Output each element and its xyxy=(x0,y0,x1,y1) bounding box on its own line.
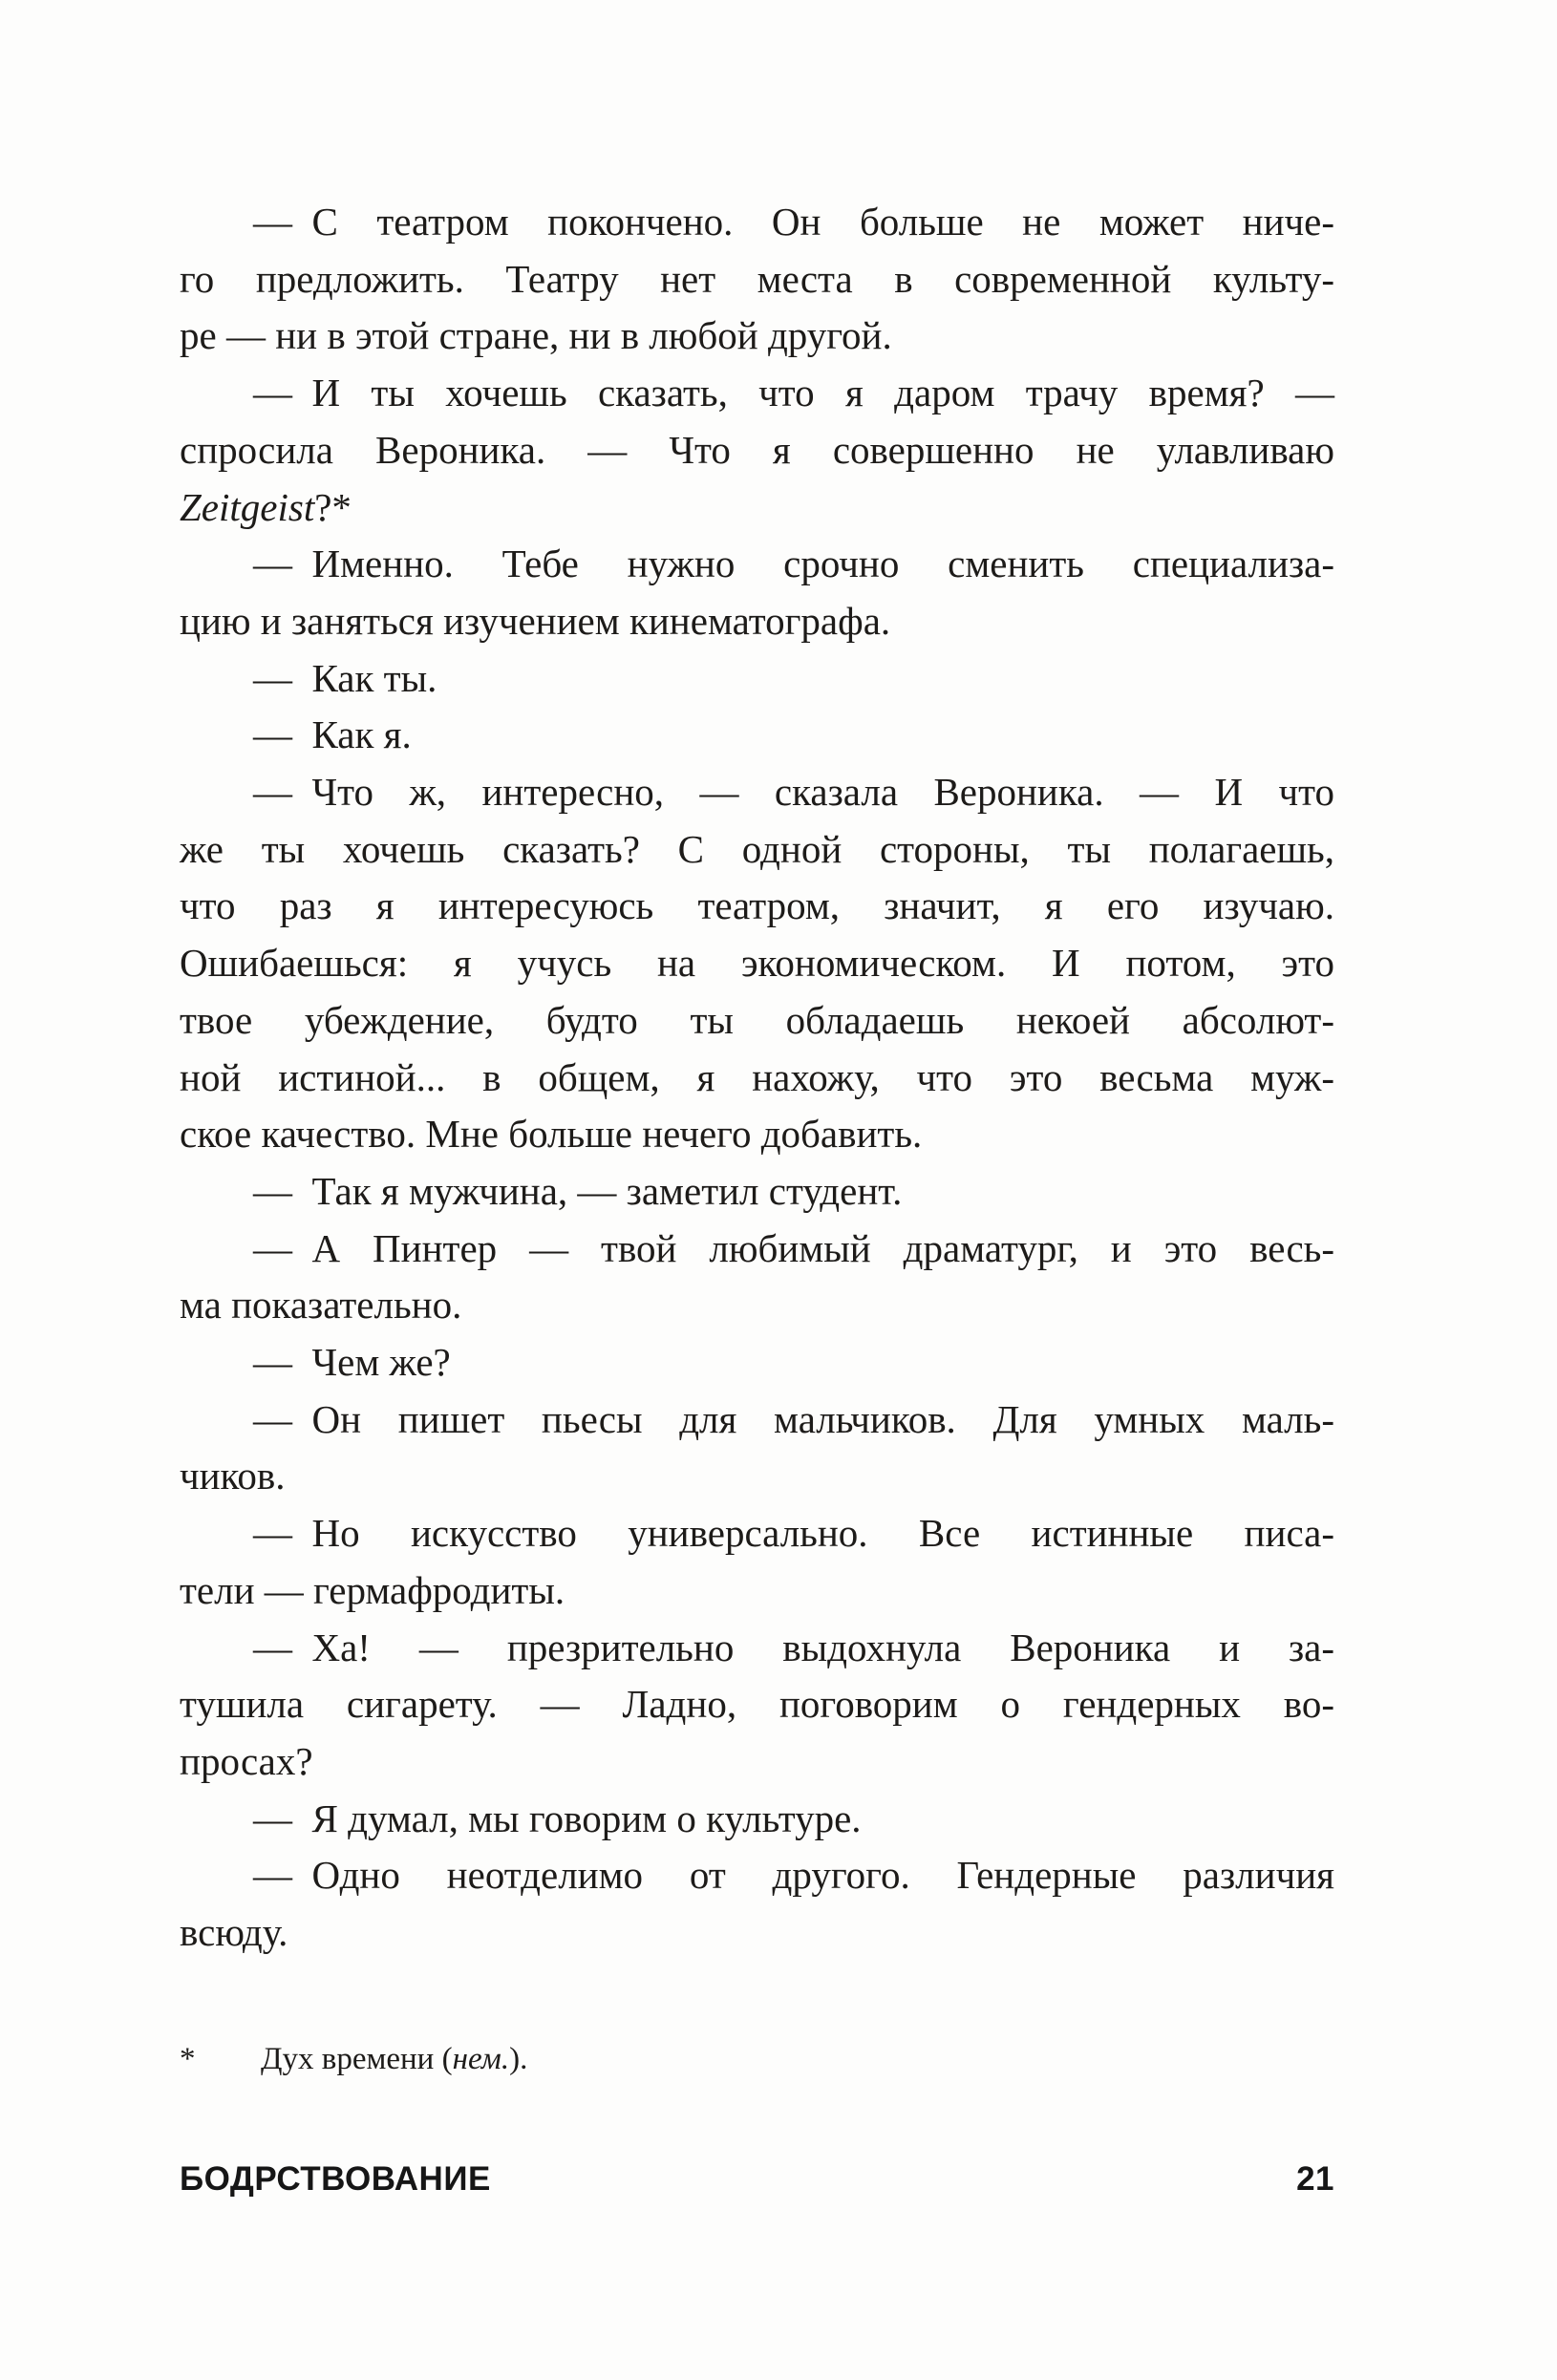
text-line xyxy=(180,479,1334,537)
text-segment: — А Пинтер — твой любимый драматург, и это весь- xyxy=(253,1225,1334,1270)
footnote-text xyxy=(261,2042,527,2076)
paragraph xyxy=(180,1334,1334,1392)
italic-text: Zeitgeist xyxy=(180,484,315,529)
text-line xyxy=(180,878,1334,935)
paragraph xyxy=(180,194,1334,365)
text-segment: что раз я интересуюсь театром, значит, я его изучаю. xyxy=(180,883,1334,928)
text-segment: го предложить. Театру нет места в современной культу- xyxy=(180,256,1334,301)
text-segment: тушила сигарету. — Ладно, поговорим о гендерных во- xyxy=(180,1682,1334,1727)
text-line xyxy=(180,422,1334,479)
text-segment: спросила Вероника. — Что я совершенно не улавливаю xyxy=(180,427,1334,472)
text-line xyxy=(180,1904,1334,1962)
text-segment: ское качество. Мне больше нечего добавить. xyxy=(180,1112,923,1157)
text-segment: — Как я. xyxy=(253,712,412,757)
paragraph xyxy=(180,1791,1334,1848)
paragraph xyxy=(180,650,1334,708)
text-line xyxy=(180,1277,1334,1334)
text-line xyxy=(180,764,1334,821)
text-segment: же ты хочешь сказать? С одной стороны, ты полагаешь, xyxy=(180,826,1334,871)
text-line xyxy=(180,1791,1334,1848)
text-line xyxy=(180,707,1334,764)
text-segment: ре — ни в этой стране, ни в любой другой. xyxy=(180,313,892,358)
paragraph xyxy=(180,1163,1334,1221)
text-segment: тели — гермафродиты. xyxy=(180,1567,565,1612)
text-segment: твое убеждение, будто ты обладаешь некоей абсолют- xyxy=(180,997,1334,1042)
text-line xyxy=(180,593,1334,650)
text-line xyxy=(180,536,1334,593)
running-title: БОДРСТВОВАНИЕ xyxy=(180,2160,491,2198)
text-line xyxy=(180,308,1334,365)
text-line xyxy=(180,650,1334,708)
text-line xyxy=(180,1620,1334,1677)
text-line xyxy=(180,1392,1334,1449)
paragraph xyxy=(180,1620,1334,1791)
paragraph xyxy=(180,707,1334,764)
text-segment: — Одно неотделимо от другого. Гендерные различия xyxy=(253,1853,1334,1898)
page-number: 21 xyxy=(1296,2160,1334,2198)
text-line xyxy=(180,1050,1334,1107)
paragraph xyxy=(180,1221,1334,1334)
text-segment: Ошибаешься: я учусь на экономическом. И потом, это xyxy=(180,941,1334,986)
footnote-marker: * xyxy=(180,2042,196,2076)
paragraph xyxy=(180,1392,1334,1505)
text-segment: ной истиной... в общем, я нахожу, что это весьма муж- xyxy=(180,1054,1334,1099)
text-segment: ма показательно. xyxy=(180,1283,462,1328)
text-line xyxy=(180,1334,1334,1392)
text-segment: — И ты хочешь сказать, что я даром трачу время? — xyxy=(253,371,1334,415)
text-segment: всюду. xyxy=(180,1910,288,1955)
text-line xyxy=(180,821,1334,879)
paragraph xyxy=(180,1505,1334,1619)
text-segment: — Как ты. xyxy=(253,655,437,700)
text-segment: — Но искусство универсально. Все истинные писа- xyxy=(253,1511,1334,1556)
text-segment: — Что ж, интересно, — сказала Вероника. — И что xyxy=(253,770,1334,815)
paragraph xyxy=(180,365,1334,536)
text-line xyxy=(180,1847,1334,1904)
text-line xyxy=(180,935,1334,992)
text-segment: — Я думал, мы говорим о культуре. xyxy=(253,1796,862,1840)
text-segment: — Так я мужчина, — заметил студент. xyxy=(253,1168,903,1213)
text-segment: — Ха! — презрительно выдохнула Вероника и за- xyxy=(253,1625,1334,1669)
text-line xyxy=(180,365,1334,422)
text-line xyxy=(180,251,1334,308)
paragraph xyxy=(180,1847,1334,1961)
text-segment: — Чем же? xyxy=(253,1340,451,1385)
text-line xyxy=(180,1448,1334,1505)
text-line xyxy=(180,194,1334,251)
text-line xyxy=(180,1676,1334,1733)
text-line xyxy=(180,1733,1334,1791)
text-segment: — С театром покончено. Он больше не может ниче- xyxy=(253,200,1334,244)
text-segment: — Именно. Тебе нужно срочно сменить специализа- xyxy=(253,542,1334,586)
text-segment: ?* xyxy=(314,484,352,529)
text-line xyxy=(180,1106,1334,1163)
text-segment: Дух времени ( xyxy=(261,2042,453,2076)
text-line xyxy=(180,1562,1334,1620)
footnote xyxy=(180,2040,1334,2078)
text-line xyxy=(180,1505,1334,1562)
paragraph xyxy=(180,764,1334,1163)
text-segment: ). xyxy=(509,2042,528,2076)
body-text xyxy=(180,194,1334,1962)
paragraph xyxy=(180,536,1334,649)
text-segment: — Он пишет пьесы для мальчиков. Для умных маль- xyxy=(253,1396,1334,1441)
text-line xyxy=(180,1221,1334,1278)
italic-text: нем. xyxy=(452,2042,510,2076)
page-footer xyxy=(180,2161,1334,2198)
text-line xyxy=(180,992,1334,1050)
text-segment: цию и заняться изучением кинематографа. xyxy=(180,598,891,643)
text-line xyxy=(180,1163,1334,1221)
text-segment: чиков. xyxy=(180,1454,286,1498)
text-segment: просах? xyxy=(180,1738,313,1783)
